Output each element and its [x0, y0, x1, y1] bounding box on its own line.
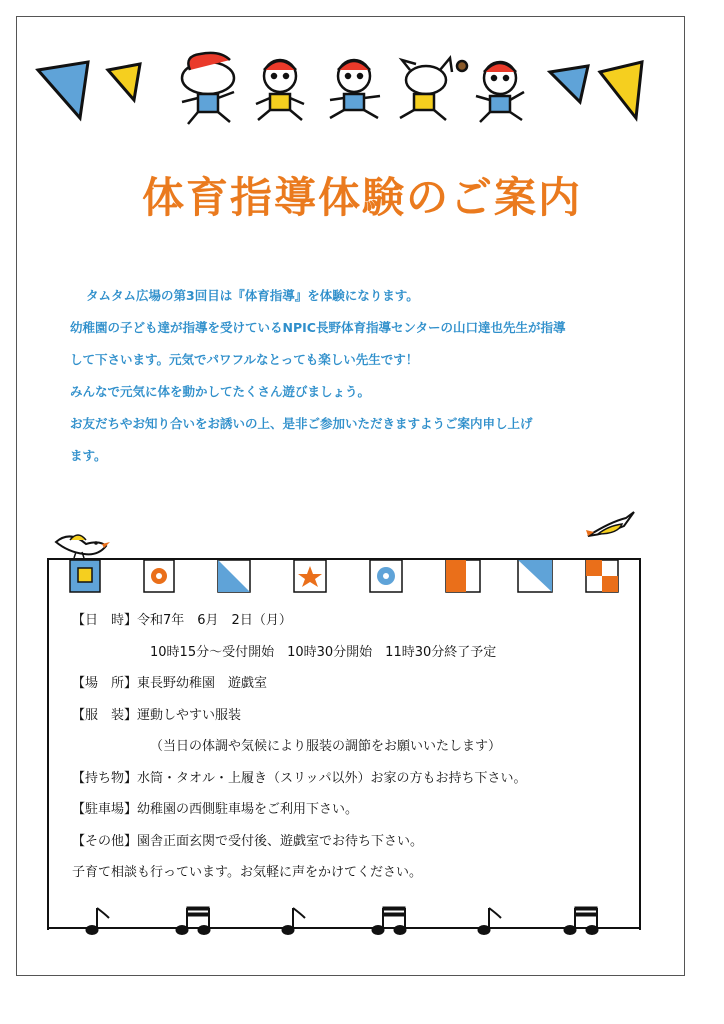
page-title: 体育指導体験のご案内	[141, 173, 582, 222]
music-note-icon	[86, 908, 109, 935]
star-icon	[294, 560, 326, 592]
parking-value: 幼稚園の西側駐車場をご利用下さい。	[137, 802, 359, 817]
date-label: 【日 時】	[72, 613, 138, 628]
time-row	[72, 642, 632, 674]
flag-garland	[60, 560, 630, 594]
flag-split-icon	[446, 560, 480, 592]
flag-diagonal-icon	[518, 560, 552, 592]
intro-line: タムタム広場の第3回目は『体育指導』を体験になります。	[86, 288, 419, 303]
running-children-icon	[182, 53, 524, 124]
pennant-flag-icon	[600, 62, 642, 118]
music-note-icon	[478, 908, 501, 935]
bird-icon	[584, 508, 640, 542]
intro-line: 幼稚園の子ども達が指導を受けているNPIC長野体育指導センターの山口達也先生が指導	[70, 320, 566, 335]
clothes-label: 【服 装】	[72, 707, 138, 723]
date-value: 令和7年 6月 2日（月）	[137, 613, 292, 628]
items-label: 【持ち物】	[72, 770, 138, 786]
parking-label: 【駐車場】	[72, 802, 138, 817]
intro-line: みんなで元気に体を動かしてたくさん遊びましょう。	[70, 384, 371, 399]
flower-icon	[144, 560, 174, 592]
parking-row	[72, 799, 632, 831]
intro-text	[70, 280, 650, 472]
place-row	[72, 673, 632, 705]
other-label: 【その他】	[72, 833, 138, 849]
clothes-note-row	[72, 736, 632, 768]
header-banner	[30, 50, 650, 130]
music-note-icon	[372, 907, 406, 935]
other-value: 園舎正面玄関で受付後、遊戯室でお待ち下さい。	[137, 833, 424, 849]
clothes-value: 運動しやすい服装	[137, 707, 242, 723]
pennant-flag-icon	[38, 62, 88, 118]
music-note-icon	[564, 907, 598, 935]
music-notes-row	[70, 902, 630, 936]
clothes-note: （当日の体調や気候により服装の調節をお願いいたします）	[150, 739, 502, 754]
pennant-flag-icon	[550, 66, 588, 102]
items-value: 水筒・タオル・上履き（スリッパ以外）お家の方もお持ち下さい。	[137, 770, 527, 786]
items-row	[72, 768, 632, 800]
pennant-flag-icon	[108, 64, 140, 100]
time-value: 10時15分～受付開始 10時30分開始 11時30分終了予定	[150, 644, 497, 660]
place-label: 【場 所】	[72, 676, 138, 691]
intro-line: して下さいます。元気でパワフルなとっても楽しい先生です！	[70, 352, 419, 367]
flower-icon	[370, 560, 402, 592]
intro-line: ます。	[70, 448, 107, 463]
event-details	[72, 610, 632, 894]
place-value: 東長野幼稚園 遊戯室	[137, 676, 268, 691]
other-row	[72, 831, 632, 863]
flag-square-icon	[70, 560, 100, 592]
music-note-icon	[282, 908, 305, 935]
consult-text: 子育て相談も行っています。お気軽に声をかけてください。	[72, 865, 422, 880]
consult-row	[72, 862, 632, 894]
intro-line: お友だちやお知り合いをお誘いの上、是非ご参加いただきますようご案内申し上げ	[70, 416, 533, 431]
clothes-row	[72, 705, 632, 737]
flag-diagonal-icon	[218, 560, 250, 592]
music-note-icon	[176, 907, 210, 935]
date-row	[72, 610, 632, 642]
bird-icon	[50, 528, 110, 558]
flag-checker-icon	[586, 560, 618, 592]
